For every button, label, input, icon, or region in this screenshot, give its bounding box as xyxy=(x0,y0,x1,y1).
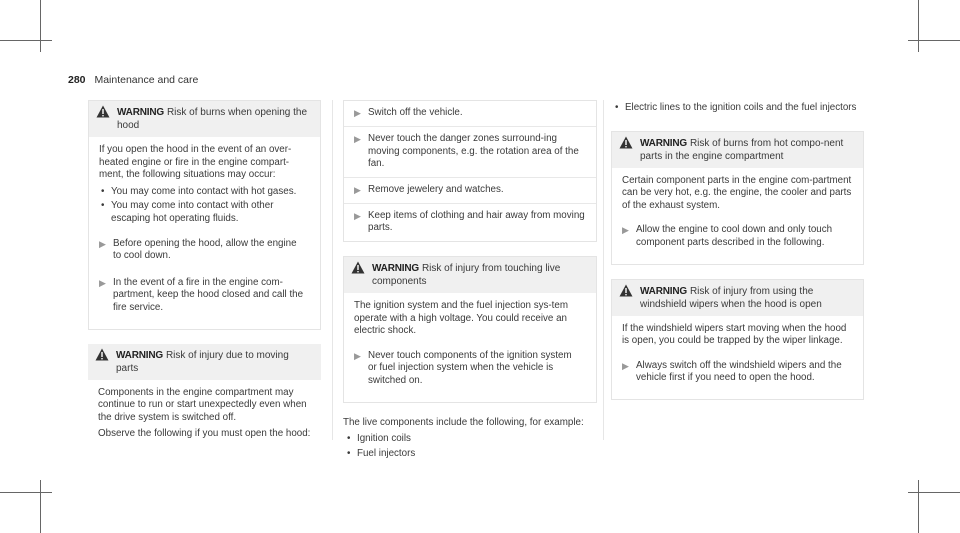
crop-mark xyxy=(40,480,41,533)
step-arrow-icon: ▶ xyxy=(354,134,361,144)
page-number: 280 xyxy=(68,74,86,86)
instruction-step xyxy=(344,126,596,177)
list-item: • You may come into contact with hot gases. xyxy=(99,186,312,199)
warning-title: Risk of burns when opening the hood xyxy=(117,107,308,131)
step-arrow-icon: ▶ xyxy=(622,225,629,236)
instruction-step xyxy=(344,101,596,126)
crop-mark xyxy=(918,480,919,533)
warning-body xyxy=(612,316,863,399)
warning-title: Risk of injury due to moving parts xyxy=(116,349,289,374)
warning-box-windshield-wipers xyxy=(611,279,864,400)
warning-title: Risk of injury from touching live components xyxy=(372,262,561,287)
instruction-step xyxy=(354,342,588,394)
step-arrow-icon: ▶ xyxy=(354,108,361,118)
step-text: Never touch components of the ignition system or fuel injection system when the vehicle is switched on. xyxy=(368,349,572,386)
warning-word: WARNING xyxy=(116,349,163,361)
column-divider xyxy=(332,100,333,440)
warning-box-hot-components xyxy=(611,131,864,265)
crop-mark xyxy=(0,492,52,493)
warning-box-moving-parts xyxy=(88,344,321,453)
list-item: • Ignition coils xyxy=(345,433,597,446)
step-text: Remove jewelery and watches. xyxy=(368,183,504,195)
warning-header xyxy=(344,257,596,293)
warning-word: WARNING xyxy=(372,262,419,274)
steps-box xyxy=(343,100,597,242)
step-text: In the event of a fire in the engine com-partment, keep the hood closed and call the fire service. xyxy=(113,276,304,313)
step-text: Keep items of clothing and hair away from moving parts. xyxy=(368,209,585,234)
warning-body xyxy=(89,137,320,329)
warning-word: WARNING xyxy=(117,107,164,118)
crop-mark xyxy=(908,40,960,41)
continued-list xyxy=(611,102,864,115)
warning-header xyxy=(612,132,863,168)
instruction-step xyxy=(99,230,312,269)
step-text: Switch off the vehicle. xyxy=(368,107,463,118)
warning-paragraph: If the windshield wipers start moving when the hood is open, you could be trapped by the wiper linkage. xyxy=(622,322,847,347)
page-header xyxy=(68,74,198,86)
list-item: • Fuel injectors xyxy=(345,448,597,461)
step-arrow-icon: ▶ xyxy=(354,184,361,195)
warning-triangle-icon xyxy=(351,261,365,274)
crop-mark xyxy=(0,40,52,41)
warning-triangle-icon xyxy=(95,348,109,361)
warning-paragraph: If you open the hood in the event of an over-heated engine or fire in the engine compart-ment, the following situations may occur: xyxy=(99,144,292,181)
step-text: Before opening the hood, allow the engine to cool down. xyxy=(113,237,297,262)
instruction-step xyxy=(344,203,596,241)
warning-box-burns-hood xyxy=(88,100,321,330)
column-divider xyxy=(603,100,604,440)
warning-word: WARNING xyxy=(640,137,687,149)
warning-box-live-components xyxy=(343,256,597,403)
warning-body xyxy=(88,380,321,453)
bullet-list xyxy=(99,186,312,226)
crop-mark xyxy=(908,492,960,493)
warning-paragraph: Observe the following if you must open the hood: xyxy=(98,428,311,440)
warning-paragraph: The ignition system and the fuel injection sys-tem operate with a high voltage. You could receive an electric shock. xyxy=(354,299,569,337)
step-text: Always switch off the windshield wipers and the vehicle first if you need to open the hood. xyxy=(636,359,842,384)
warning-header xyxy=(89,101,320,137)
body-paragraph: The live components include the following, for example: xyxy=(343,416,584,428)
warning-header xyxy=(612,280,863,316)
warning-header xyxy=(88,344,321,380)
list-item: • Electric lines to the ignition coils and the fuel injectors xyxy=(613,102,864,115)
step-arrow-icon: ▶ xyxy=(354,210,361,221)
live-components-list xyxy=(343,417,597,461)
instruction-step xyxy=(344,177,596,203)
list-item: • You may come into contact with other escaping hot operating fluids. xyxy=(99,200,312,225)
bullet-list xyxy=(345,433,597,460)
crop-mark xyxy=(40,0,41,52)
warning-title: Risk of injury from using the windshield wipers when the hood is open xyxy=(640,285,822,310)
column-3 xyxy=(611,100,864,414)
instruction-step xyxy=(99,269,312,321)
step-arrow-icon: ▶ xyxy=(99,277,106,288)
step-text: Never touch the danger zones surround-ing moving components, e.g. the rotation area of the fan. xyxy=(368,133,579,170)
bullet-list xyxy=(613,102,864,115)
warning-title: Risk of burns from hot compo-nent parts in the engine compartment xyxy=(640,137,844,162)
column-2 xyxy=(343,100,597,468)
warning-word: WARNING xyxy=(640,285,687,297)
step-text: Allow the engine to cool down and only touch component parts described in the following. xyxy=(636,224,833,248)
warning-triangle-icon xyxy=(96,105,110,118)
warning-body xyxy=(344,293,596,402)
crop-mark xyxy=(918,0,919,52)
section-title: Maintenance and care xyxy=(94,74,199,86)
step-arrow-icon: ▶ xyxy=(622,360,629,371)
column-1 xyxy=(88,100,321,467)
instruction-step xyxy=(622,216,855,255)
warning-body xyxy=(612,168,863,264)
warning-triangle-icon xyxy=(619,136,633,149)
warning-paragraph: Components in the engine compartment may continue to run or start unexpectedly even when the drive system is switched off. xyxy=(98,386,307,423)
instruction-step xyxy=(622,352,855,391)
warning-triangle-icon xyxy=(619,284,633,297)
step-arrow-icon: ▶ xyxy=(99,238,106,249)
warning-paragraph: Certain component parts in the engine com-partment can be very hot, e.g. the engine, the cooler and parts of the exhaust system. xyxy=(622,174,852,211)
step-arrow-icon: ▶ xyxy=(354,350,361,361)
